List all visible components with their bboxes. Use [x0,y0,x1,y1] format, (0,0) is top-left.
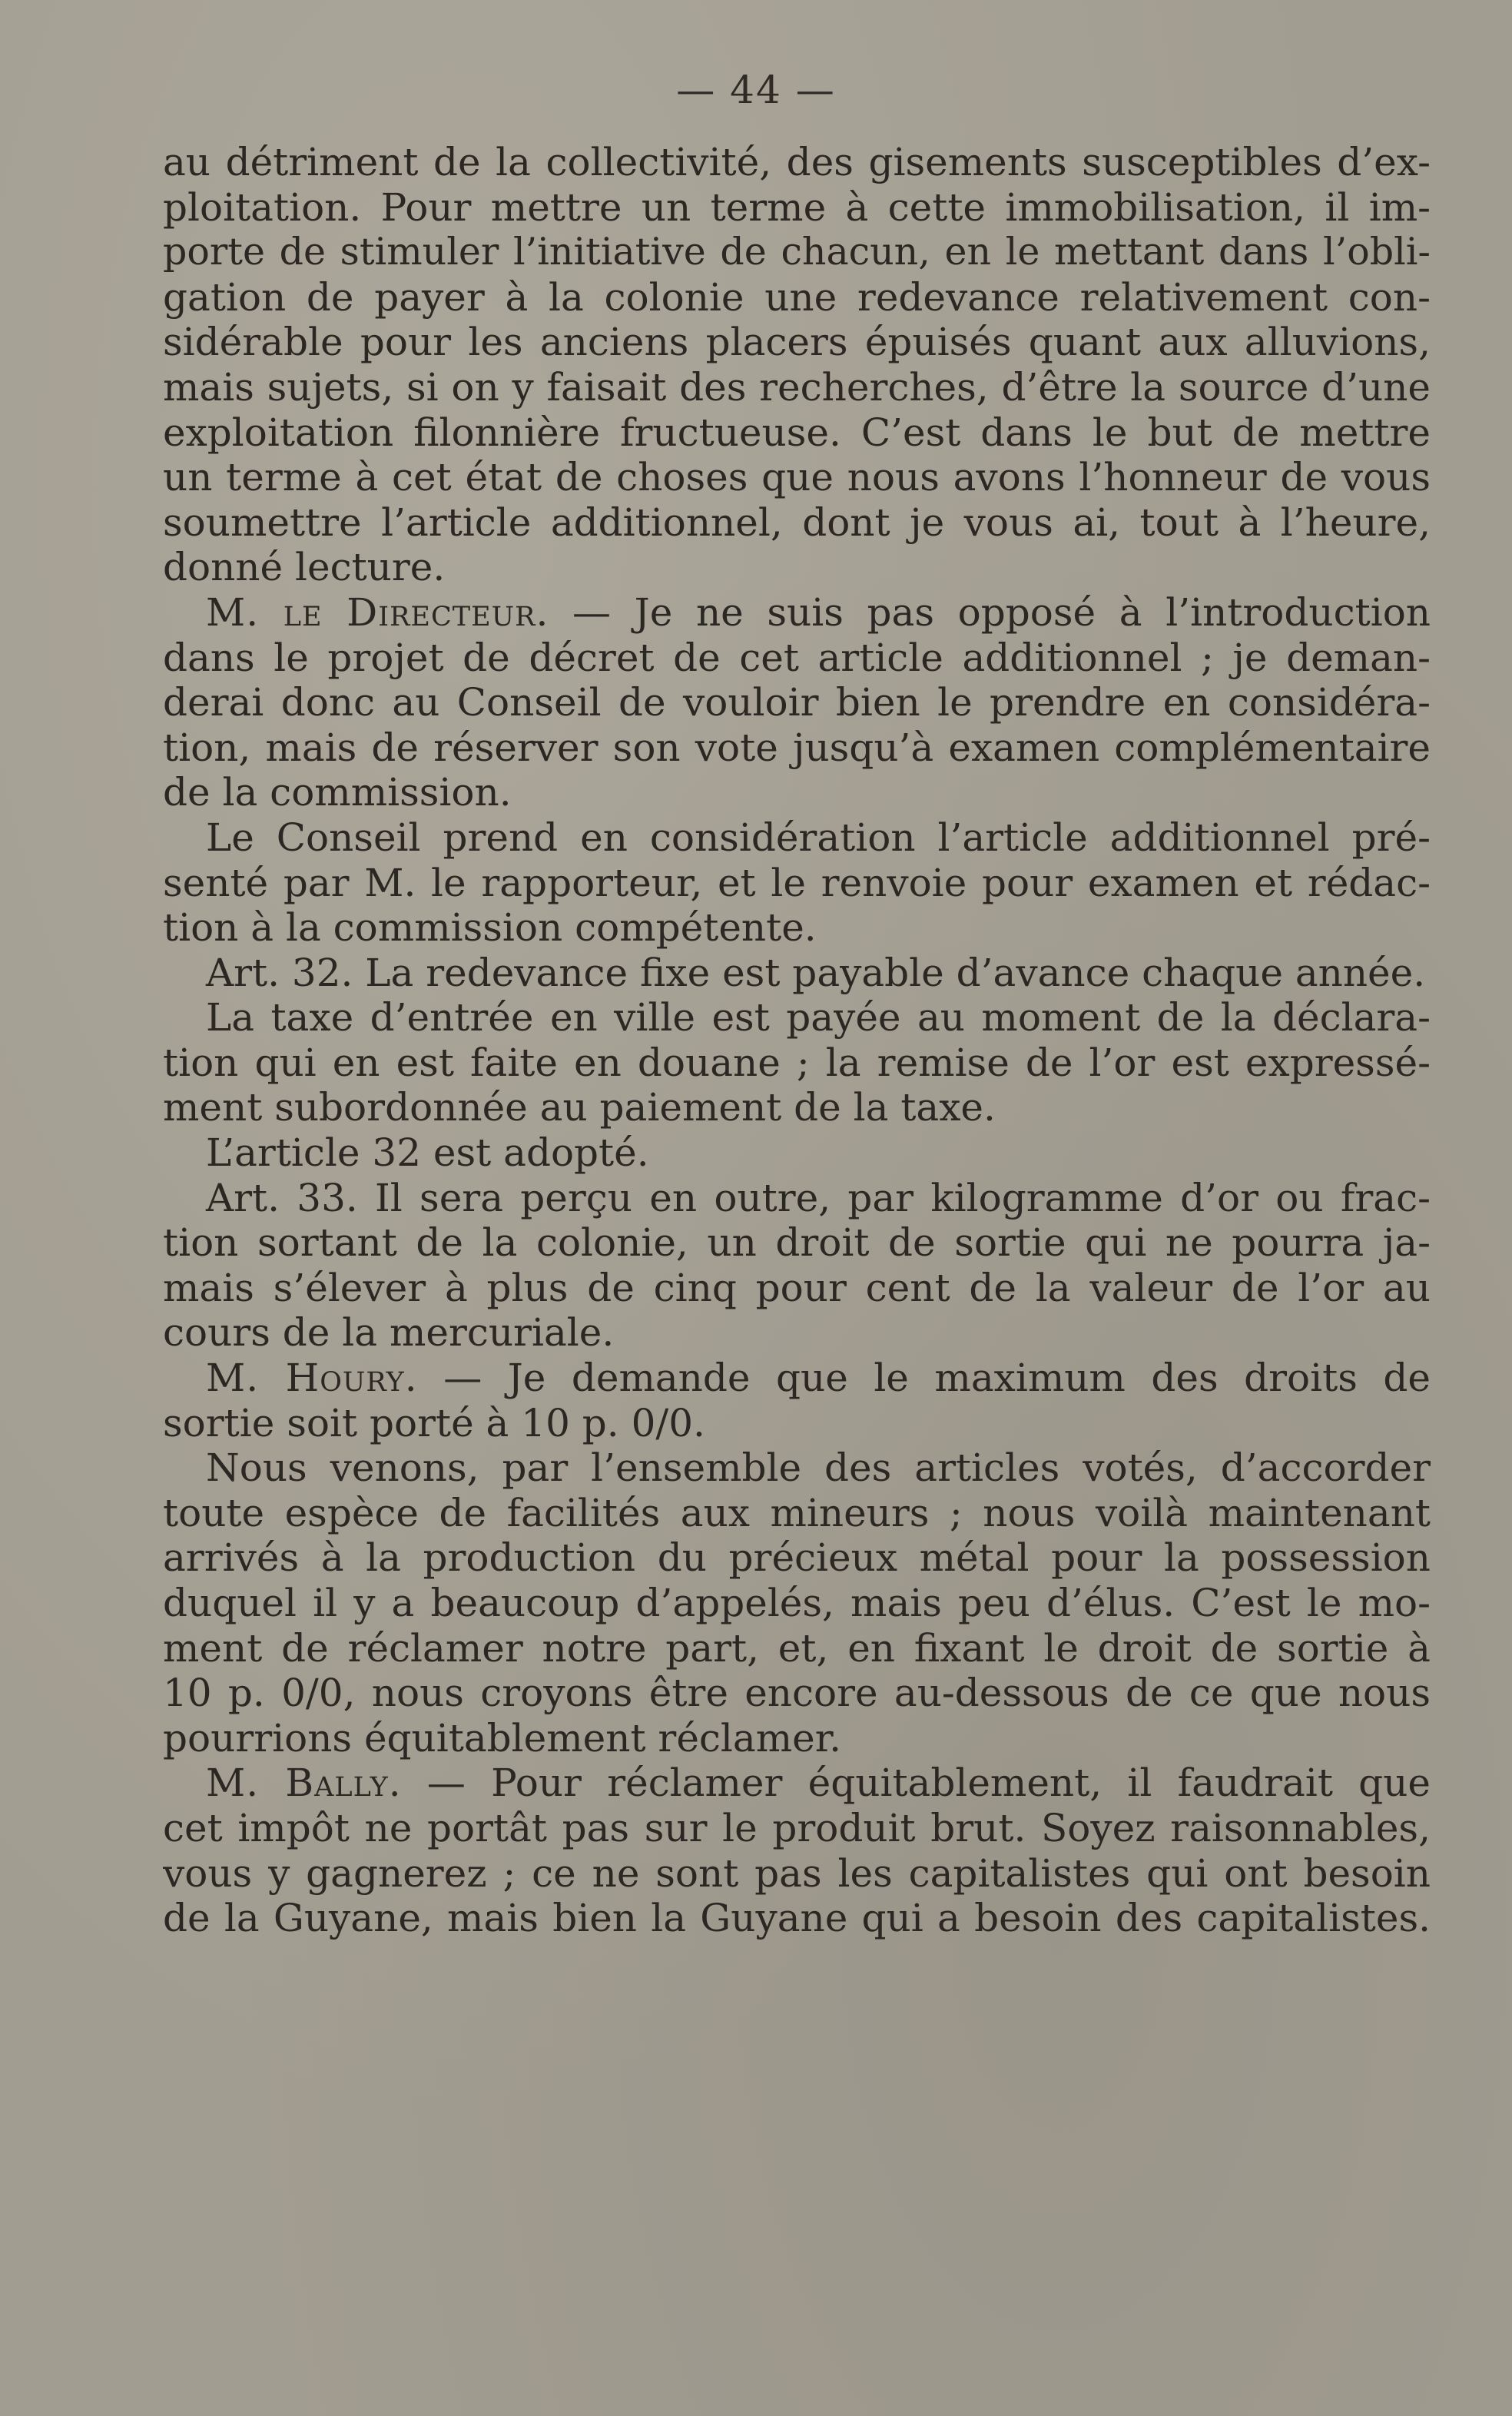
paragraph [163,590,1431,815]
text-line: mais s’élever à plus de cinq pour cent de la valeur de l’or au [163,1265,1431,1310]
paragraph [163,140,1431,590]
text-line: Art. 33. Il sera perçu en outre, par kilogramme d’or ou frac- [206,1175,1431,1220]
speaker-name: M. Bally. [206,1761,402,1806]
text-line: Le Conseil prend en considération l’article additionnel pré- [206,815,1431,860]
paragraph [163,1176,1431,1356]
speaker-name: M. le Directeur. [206,589,549,635]
text-line [163,590,1431,636]
text-line: tion, mais de réserver son vote jusqu’à examen complémentaire [163,725,1431,770]
text-line: 10 p. 0/0, nous croyons être encore au-dessous de ce que nous [163,1671,1431,1716]
text-line: sidérable pour les anciens placers épuisés quant aux alluvions, [163,320,1431,365]
paragraph [163,995,1431,1130]
text-line: un terme à cet état de choses que nous avons l’honneur de vous [163,455,1431,500]
text-line: pourrions équitablement réclamer. [163,1715,842,1761]
text-line: au détriment de la collectivité, des gisements susceptibles d’ex- [163,140,1431,184]
text-line: ment subordonnée au paiement de la taxe. [163,1085,996,1130]
text-line: Art. 32. La redevance fixe est payable d’avance chaque année. [206,950,1426,995]
paragraph [163,815,1431,951]
text-line: vous y gagnerez ; ce ne sont pas les capitalistes qui ont besoin [163,1850,1431,1896]
text-line: mais sujets, si on y faisait des recherches, d’être la source d’une [163,364,1431,410]
paragraph [163,1130,1431,1176]
text-line [163,1356,1431,1401]
speaker-name: M. Houry. [206,1356,418,1401]
text-line: La taxe d’entrée en ville est payée au moment de la déclara- [206,995,1431,1040]
paragraph [163,951,1431,996]
text-line [163,1761,1431,1806]
text-line: tion à la commission compétente. [163,905,817,951]
text-line: gation de payer à la colonie une redevance relativement con- [163,274,1431,320]
page-number: — 44 — [676,68,836,112]
paragraph [163,1761,1431,1940]
text-line: arrivés à la production du précieux métal pour la possession [163,1535,1431,1581]
speech-start: — Pour réclamer équitablement, il faudrait que [401,1761,1431,1806]
text-line: soumettre l’article additionnel, dont je vous ai, tout à l’heure, [163,499,1431,545]
speech-start: — Je demande que le maximum des droits de [417,1356,1431,1401]
text-line: de la Guyane, mais bien la Guyane qui a besoin des capitalistes. [163,1896,1431,1941]
text-line: porte de stimuler l’initiative de chacun, en le mettant dans l’obli- [163,230,1431,274]
speech-start: — Je ne suis pas opposé à l’introduction [549,589,1431,635]
text-line: donné lecture. [163,545,446,590]
text-line: ment de réclamer notre part, et, en fixant le droit de sortie à [163,1625,1431,1671]
text-line: derai donc au Conseil de vouloir bien le prendre en considéra- [163,680,1431,725]
text-line: de la commission. [163,770,512,815]
text-line: ploitation. Pour mettre un terme à cette immobilisation, il im- [163,184,1431,230]
paragraph [163,1356,1431,1445]
paragraph [163,1445,1431,1761]
text-line: tion qui en est faite en douane ; la remise de l’or est expressé- [163,1040,1431,1085]
text-line: tion sortant de la colonie, un droit de sortie qui ne pourra ja- [163,1220,1431,1266]
text-line: toute espèce de facilités aux mineurs ; nous voilà maintenant [163,1490,1431,1535]
text-line: exploitation filonnière fructueuse. C’est dans le but de mettre [163,410,1431,455]
text-line: Nous venons, par l’ensemble des articles votés, d’accorder [206,1445,1431,1491]
text-line: duquel il y a beaucoup d’appelés, mais peu d’élus. C’est le mo- [163,1581,1431,1625]
text-line: senté par M. le rapporteur, et le renvoie pour examen et rédac- [163,860,1431,905]
text-line: sortie soit porté à 10 p. 0/0. [163,1400,705,1445]
text-line: dans le projet de décret de cet article additionnel ; je deman- [163,635,1431,680]
text-line: L’article 32 est adopté. [206,1130,649,1176]
text-line: cet impôt ne portât pas sur le produit brut. Soyez raisonnables, [163,1805,1431,1850]
body-text [163,140,1431,1941]
text-line: cours de la mercuriale. [163,1310,615,1356]
